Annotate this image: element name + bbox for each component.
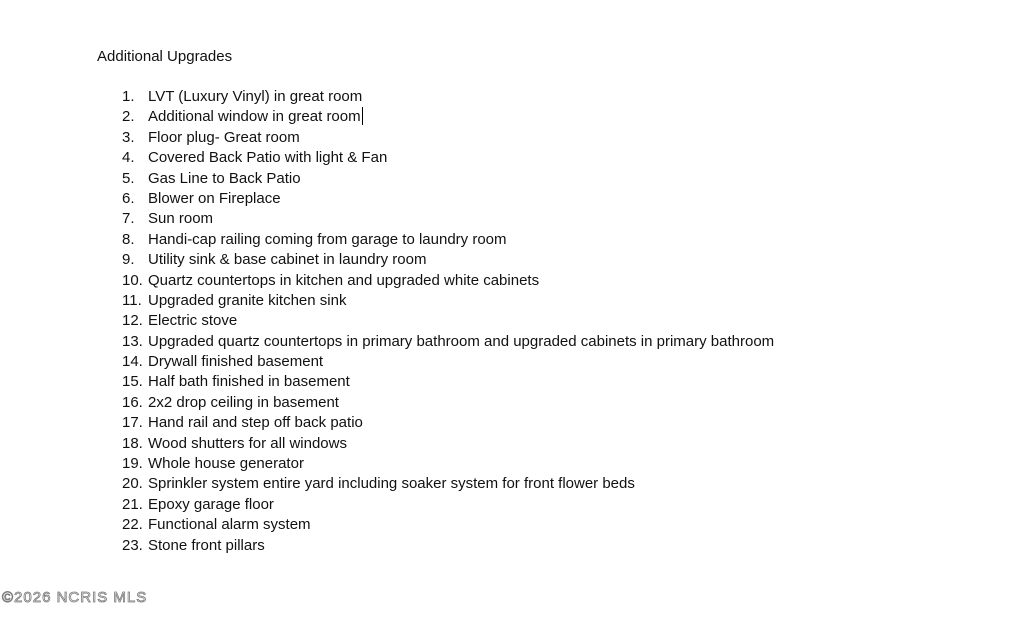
item-text: Upgraded quartz countertops in primary bathroom and upgraded cabinets in primary bathroom [148,332,775,350]
item-number: 8. [122,230,135,248]
item-number: 13. [122,332,143,350]
item-number: 22. [122,516,143,534]
upgrades-list [122,87,774,556]
list-item [122,454,774,474]
item-number: 1. [122,88,135,105]
list-item [122,474,774,494]
list-item [122,128,774,148]
item-number: 20. [122,475,143,493]
item-number: 11. [122,291,142,309]
item-text: Sprinkler system entire yard including soaker system for front flower beds [148,475,635,493]
list-item [122,250,774,270]
item-text: Drywall finished basement [148,353,324,371]
item-number: 15. [122,373,143,391]
list-item [122,107,774,127]
item-text: Functional alarm system [148,516,311,534]
list-item [122,413,774,433]
list-item [122,352,774,372]
item-text: Additional window in great room [148,108,361,126]
list-item [122,87,774,107]
item-number: 19. [122,455,143,473]
list-item [122,291,774,311]
item-text: Blower on Fireplace [148,189,281,207]
list-item [122,169,774,189]
list-item [122,434,774,454]
item-text: Whole house generator [148,455,304,473]
list-item [122,495,774,515]
list-item [122,372,774,392]
list-item [122,332,774,352]
list-item [122,148,774,168]
list-item [122,209,774,229]
list-item [122,230,774,250]
item-number: 10. [122,271,143,289]
item-number: 12. [122,312,143,330]
text-cursor [362,107,364,125]
item-text: Floor plug- Great room [148,128,300,146]
item-number: 5. [122,169,135,187]
item-text: Covered Back Patio with light & Fan [148,149,388,167]
mls-watermark: ©2026 NCRIS MLS [2,589,148,606]
item-text: Utility sink & base cabinet in laundry room [148,251,427,269]
item-text: Wood shutters for all windows [148,434,347,452]
item-number: 18. [122,434,143,452]
item-text: Sun room [148,210,214,228]
item-number: 6. [122,189,135,207]
list-item [122,393,774,413]
item-number: 21. [122,495,143,513]
item-number: 7. [122,210,135,228]
item-number: 2. [122,108,135,126]
document-heading: Additional Upgrades [97,48,233,65]
item-number: 9. [122,251,135,269]
item-text: Quartz countertops in kitchen and upgraded white cabinets [148,271,540,289]
item-text: Upgraded granite kitchen sink [148,291,347,309]
item-text: 2x2 drop ceiling in basement [148,393,339,411]
item-text: Electric stove [148,312,238,330]
list-item [122,271,774,291]
item-text: Hand rail and step off back patio [148,414,363,432]
item-number: 23. [122,536,143,554]
item-number: 17. [122,414,143,432]
list-item [122,536,774,556]
item-number: 3. [122,128,135,146]
item-text: Handi-cap railing coming from garage to laundry room [148,230,507,248]
item-text: Stone front pillars [148,536,265,554]
item-text: LVT (Luxury Vinyl) in great room [148,88,363,105]
item-number: 4. [122,149,135,167]
item-text: Epoxy garage floor [148,495,274,513]
list-item [122,515,774,535]
item-number: 14. [122,353,143,371]
list-item [122,189,774,209]
item-text: Gas Line to Back Patio [148,169,301,187]
item-number: 16. [122,393,143,411]
list-item [122,311,774,331]
item-text: Half bath finished in basement [148,373,350,391]
